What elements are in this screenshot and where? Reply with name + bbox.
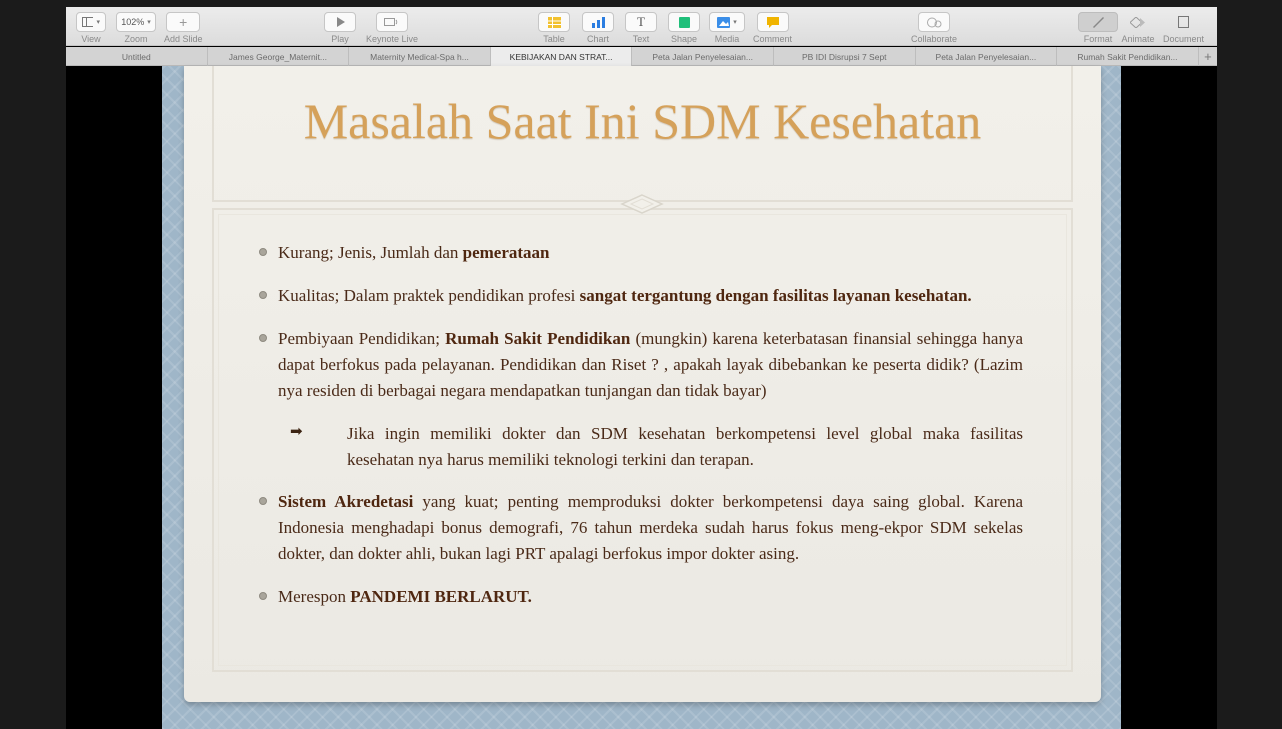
media-label: Media [714,34,740,44]
shape-label: Shape [670,34,698,44]
bullet-text: Kurang; Jenis, Jumlah dan [278,243,463,262]
chart-button[interactable] [582,12,614,44]
play-label: Play [331,34,349,44]
document-icon [1178,16,1189,28]
toolbar [66,7,1217,46]
comment-icon [767,17,779,28]
bullet-text: Merespon [278,587,351,606]
add-slide-button[interactable] [164,12,203,44]
sidebar-view-icon [82,17,93,27]
keynote-live-icon [384,17,400,27]
comment-label: Comment [753,34,793,44]
tab-peta-jalan-1[interactable]: Peta Jalan Penyelesaian... [632,47,774,66]
bullet-text: Kualitas; Dalam praktek pendidikan profesi [278,286,580,305]
bullet-text: Pembiyaan Pendidikan; [278,329,446,348]
media-icon [717,17,730,28]
animate-button[interactable] [1121,12,1155,44]
collaborate-button[interactable] [911,12,957,44]
slide-body[interactable] [278,240,1023,610]
document-button[interactable] [1163,12,1204,44]
slide-title[interactable]: Masalah Saat Ini SDM Kesehatan [303,93,982,149]
bullet-dot-icon [259,291,267,299]
bullet-merespon [278,584,1023,610]
bullet-kurang [278,240,1023,266]
bullet-dot-icon [259,497,267,505]
bullet-kualitas [278,283,1023,309]
bullet-bold-text: Rumah Sakit Pendidikan [445,329,631,348]
document-label: Document [1163,34,1205,44]
bullet-sistem-akredetasi [278,489,1023,567]
keynote-window [66,7,1217,729]
sub-bullet-text: Jika ingin memiliki dokter dan SDM kesehatan berkompetensi level global maka fasilitas kesehatan nya harus memiliki teknologi terkini dan terapan. [347,424,1023,469]
plus-icon: + [179,14,188,30]
shape-button[interactable] [668,12,700,44]
bullet-dot-icon [259,592,267,600]
chart-icon [592,17,605,28]
tab-kebijakan-dan-strategi[interactable]: KEBIJAKAN DAN STRAT... [491,47,633,66]
shape-icon [679,17,690,28]
zoom-value: 102% [121,17,145,27]
format-button[interactable] [1078,12,1118,44]
animate-label: Animate [1121,34,1155,44]
keynote-live-button[interactable] [366,12,418,44]
bullet-text: (mungkin) karena keterbatasan finansial sehingga hanya dapat berfokus pada pelayanan. Pendidikan dan Riset ? , apakah layak dibebankan ke peserta didik? (Lazim nya residen di berbagai negara mendapatkan tunjangan dan tidak bayar) [278,329,1023,400]
tab-maternity-medical-spa[interactable]: Maternity Medical-Spa h... [349,47,491,66]
view-control[interactable] [76,12,106,44]
tab-rumah-sakit-pendidikan[interactable]: Rumah Sakit Pendidikan... [1057,47,1199,66]
table-icon [548,17,561,28]
chevron-down-icon: ▾ [147,19,151,26]
text-button[interactable] [625,12,657,44]
zoom-control[interactable] [116,12,156,44]
view-label: View [81,34,101,44]
media-button[interactable] [709,12,745,44]
text-icon: T [637,14,645,29]
bullet-pembiyaan [278,326,1023,404]
table-label: Table [543,34,565,44]
play-icon [336,17,345,27]
table-button[interactable] [538,12,570,44]
bullet-bold-text: Sistem Akredetasi [278,492,414,511]
chart-label: Chart [586,34,609,44]
sub-bullet-jika [290,421,1023,473]
tab-peta-jalan-2[interactable]: Peta Jalan Penyelesaian... [916,47,1058,66]
bullet-bold-text: sangat tergantung dengan fasilitas layanan kesehatan. [579,286,972,305]
arrow-right-icon: ➡ [290,424,303,440]
new-tab-plus-icon[interactable]: + [1204,48,1212,64]
diamond-ornament-icon [620,194,664,214]
bullet-dot-icon [259,248,267,256]
keynote-live-label: Keynote Live [366,34,419,44]
zoom-label: Zoom [124,34,148,44]
tab-james-george[interactable]: James George_Maternit... [208,47,350,66]
bullet-bold-text: PANDEMI BERLARUT. [350,587,532,606]
chevron-down-icon: ▾ [96,19,100,26]
add-slide-label: Add Slide [164,34,203,44]
slide-card [184,66,1101,702]
format-label: Format [1083,34,1113,44]
comment-button[interactable] [753,12,792,44]
play-button[interactable] [324,12,356,44]
collaborate-label: Collaborate [911,34,958,44]
slide-canvas[interactable] [162,66,1121,729]
animate-icon [1130,17,1146,28]
bullet-dot-icon [259,334,267,342]
collaborate-icon [926,17,942,28]
text-label: Text [632,34,650,44]
chevron-down-icon: ▾ [733,19,737,26]
bullet-text: yang kuat; penting memproduksi dokter berkompetensi daya saing global. Karena Indonesia menghadapi bonus demografi, 76 tahun merdeka sudah harus fokus meng-ekpor SDM sekelas dokter, dan dokter ahli, bukan lagi PRT apalagi berfokus impor dokter asing. [278,492,1023,563]
document-tabs [66,47,1217,66]
paintbrush-icon [1092,17,1104,28]
tab-pb-idi-disrupsi[interactable]: PB IDI Disrupsi 7 Sept [774,47,916,66]
bullet-bold-text: pemerataan [462,243,550,262]
tab-untitled[interactable]: Untitled [66,47,208,66]
